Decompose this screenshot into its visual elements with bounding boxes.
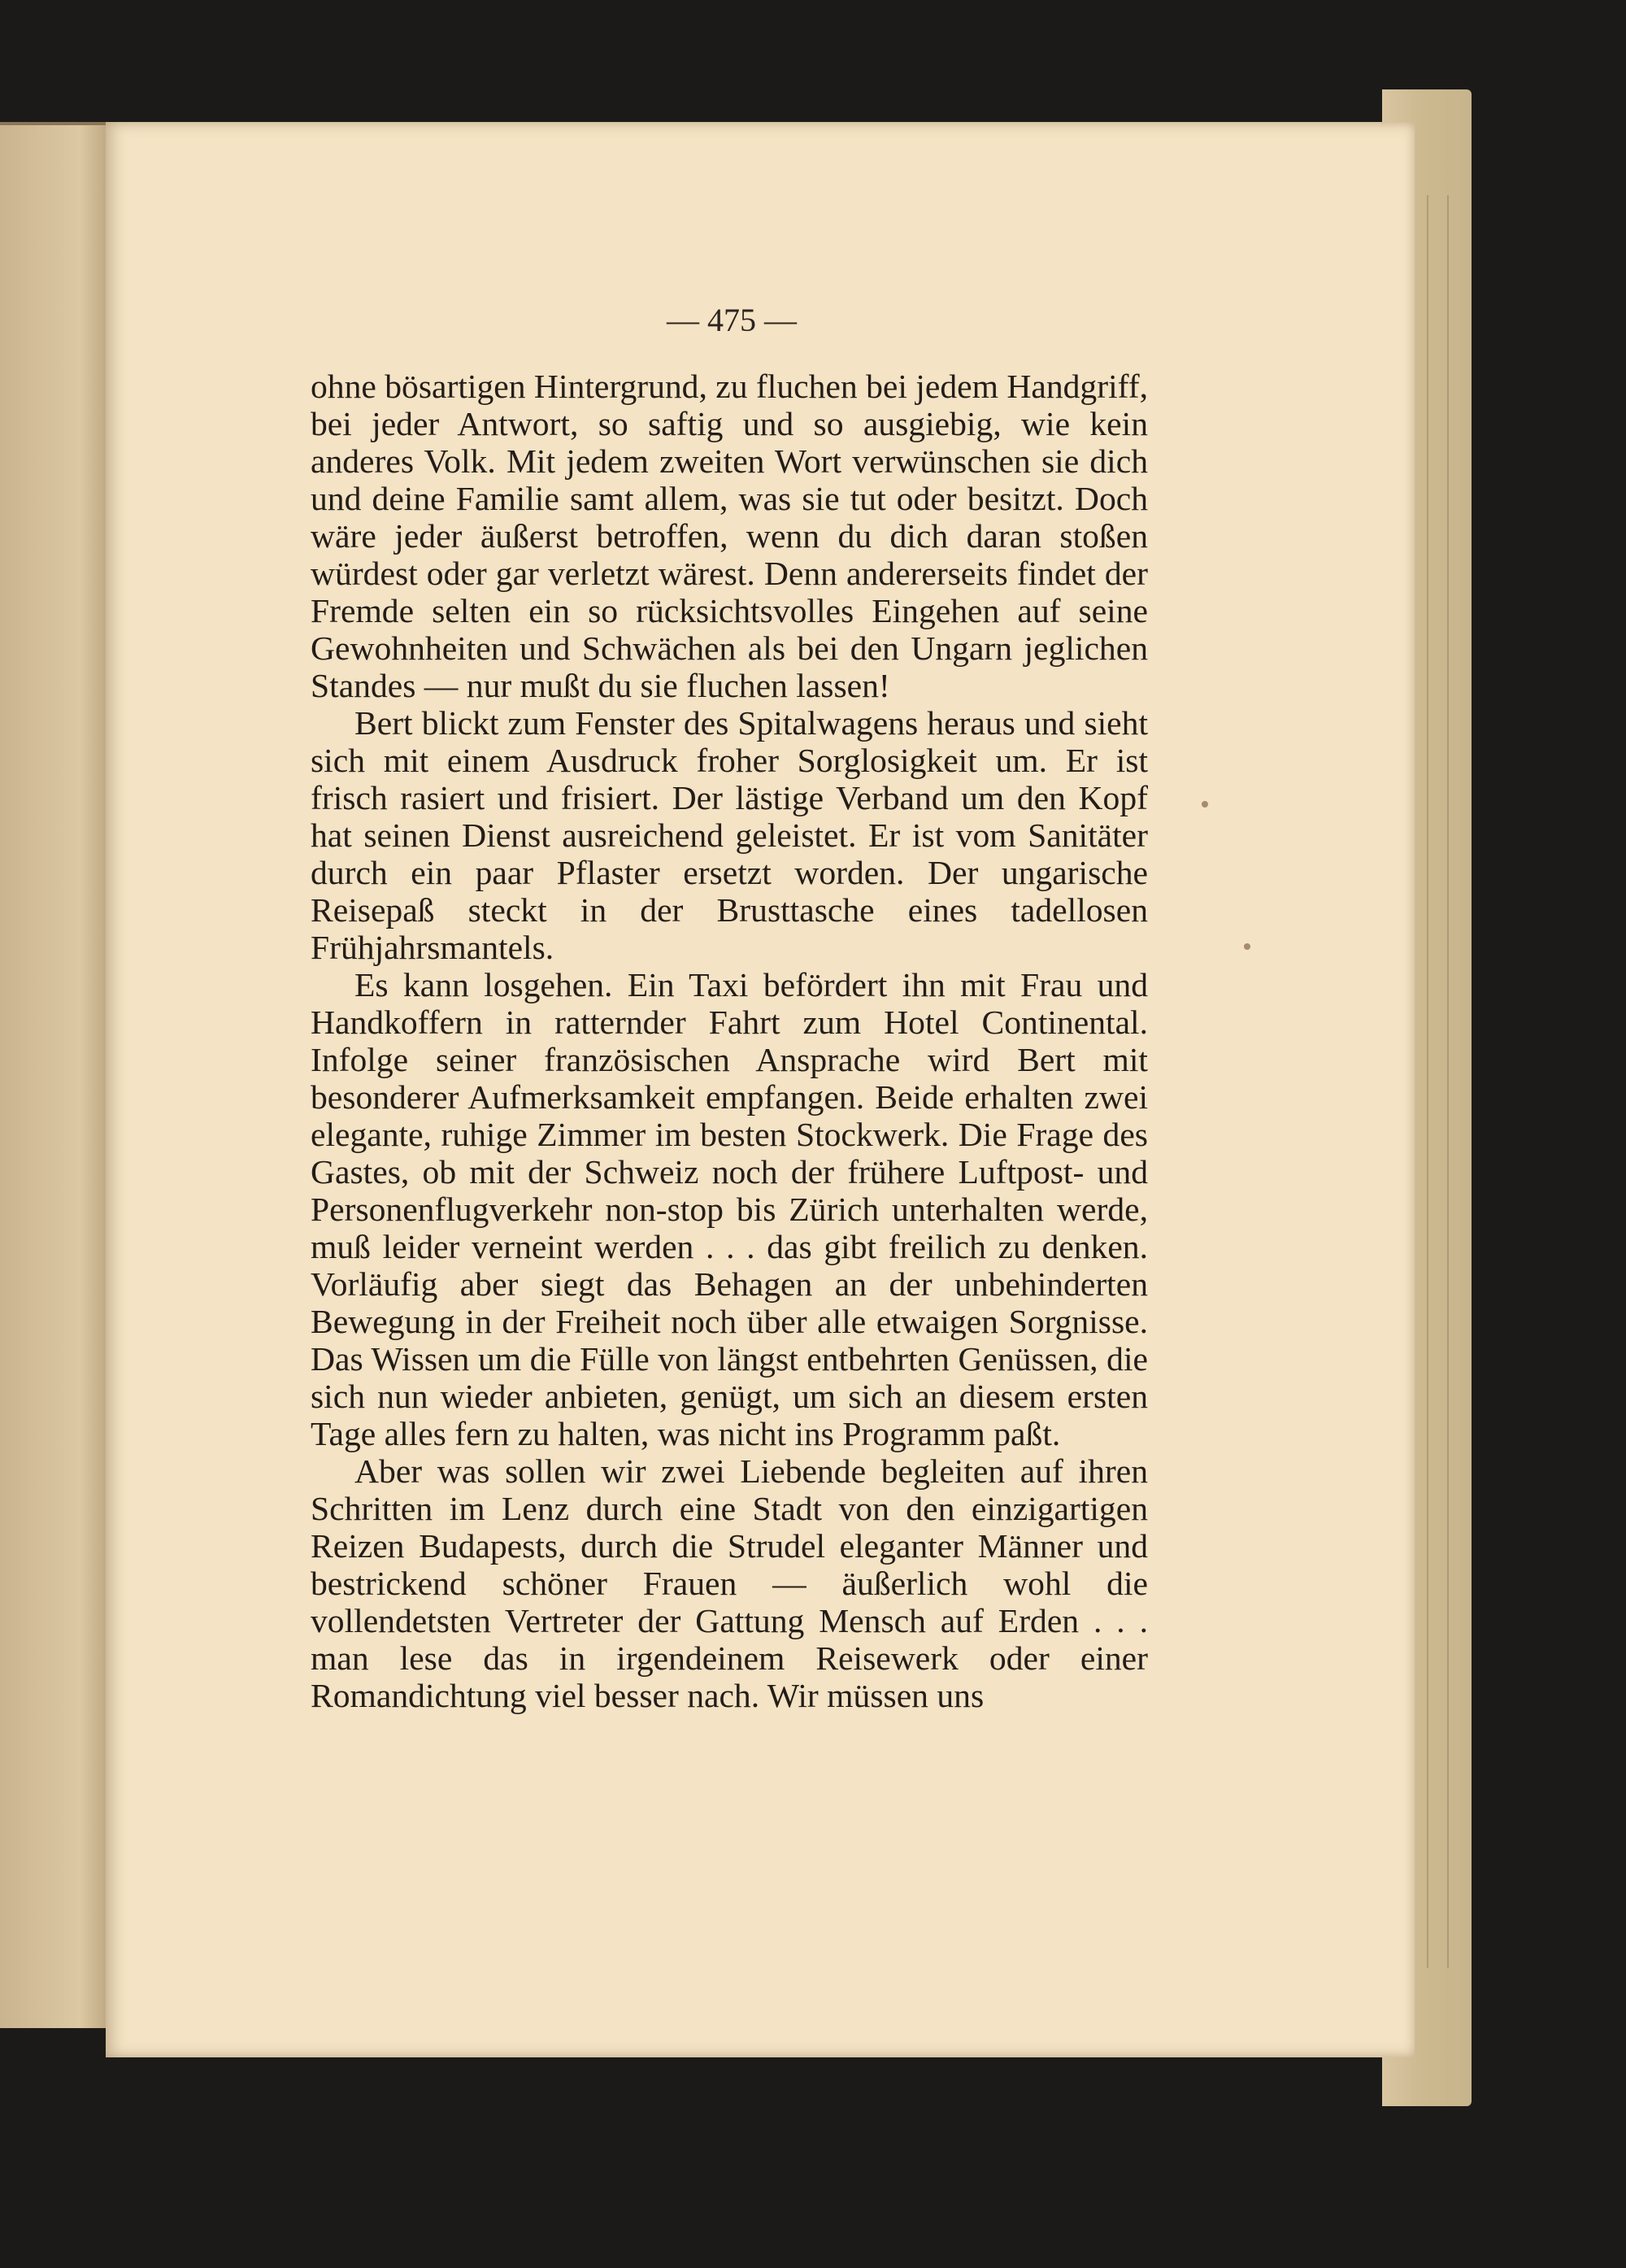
body-text [311,368,1148,1714]
left-page-edge [0,122,114,2028]
paper-spot [1244,943,1250,950]
page-edge-line [1447,195,1449,1968]
paragraph: Bert blickt zum Fenster des Spitalwagens heraus und sieht sich mit einem Ausdruck froher Sorglosigkeit um. Er ist frisch rasiert und frisiert. Der lästige Verband um den Kopf hat seinen Dienst ausreichend geleistet. Er ist vom Sanitäter durch ein paar Pflaster ersetzt worden. Der ungarische Reisepaß steckt in der Brusttasche eines tadellosen Frühjahrsmantels. [311,704,1148,966]
paragraph: Aber was sollen wir zwei Liebende begleiten auf ihren Schritten im Lenz durch eine Stadt von den einzigartigen Reizen Budapests, durch die Strudel eleganter Männer und bestrickend schöner Frauen — äußerlich wohl die vollendetsten Vertreter der Gattung Mensch auf Erden . . . man lese das in irgendeinem Reisewerk oder einer Romandichtung viel besser nach. Wir müssen uns [311,1452,1148,1714]
page-edge-line [1427,195,1428,1968]
page-number: — 475 — [667,302,797,338]
paragraph: ohne bösartigen Hintergrund, zu fluchen bei jedem Handgriff, bei jeder Antwort, so saftig und so ausgiebig, wie kein anderes Volk. Mit jedem zweiten Wort verwünschen sie dich und deine Familie samt allem, was sie tut oder besitzt. Doch wäre jeder äußerst betroffen, wenn du dich daran stoßen würdest oder gar verletzt wärest. Denn andererseits findet der Fremde selten ein so rücksichtsvolles Eingehen auf seine Gewohnheiten und Schwächen als bei den Ungarn jeglichen Standes — nur mußt du sie fluchen lassen! [311,368,1148,704]
paragraph: Es kann losgehen. Ein Taxi befördert ihn mit Frau und Handkoffern in ratternder Fahrt zum Hotel Continental. Infolge seiner französischen Ansprache wird Bert mit besonderer Aufmerksamkeit empfangen. Beide erhalten zwei elegante, ruhige Zimmer im besten Stockwerk. Die Frage des Gastes, ob mit der Schweiz noch der frühere Luftpost- und Personenflugverkehr non-stop bis Zürich unterhalten werde, muß leider verneint werden . . . das gibt freilich zu denken. Vorläufig aber siegt das Behagen an der unbehinderten Bewegung in der Freiheit noch über alle etwaigen Sorgnisse. Das Wissen um die Fülle von längst entbehrten Genüssen, die sich nun wieder anbieten, genügt, um sich an diesem ersten Tage alles fern zu halten, was nicht ins Programm paßt. [311,966,1148,1452]
paper-spot [1202,801,1208,808]
